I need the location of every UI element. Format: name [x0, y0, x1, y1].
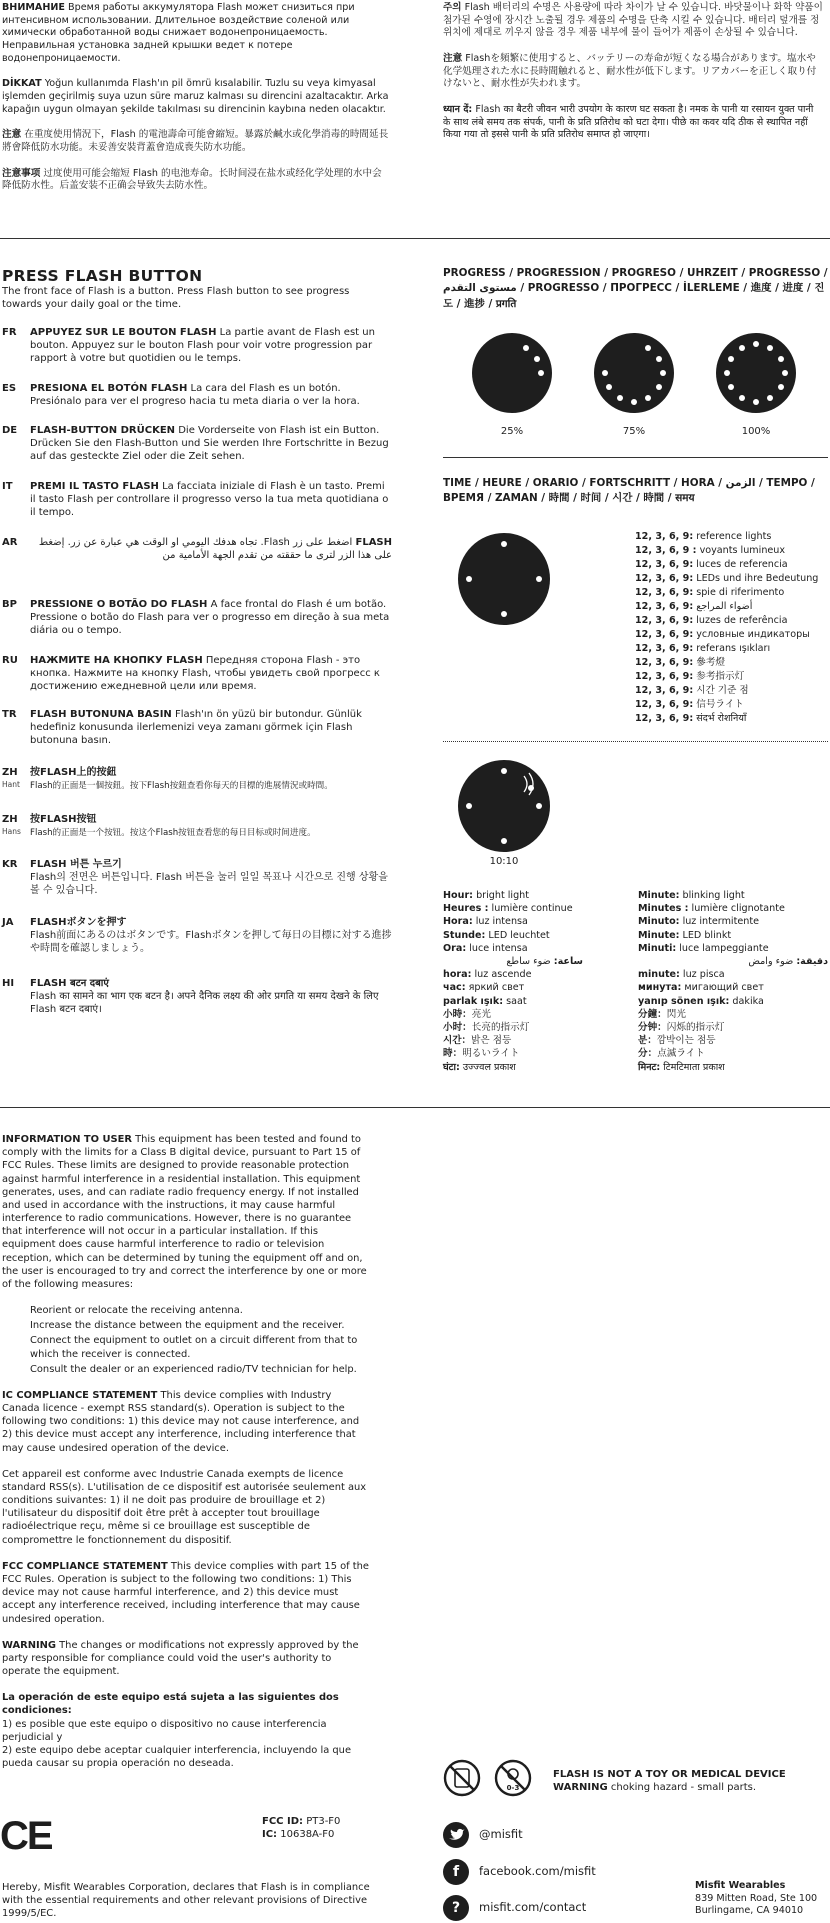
measure-item: Increase the distance between the equipment and the receiver.: [30, 1320, 345, 1332]
progress-light: [778, 384, 784, 390]
ref-item: 12, 3, 6, 9: условные индикаторы: [635, 629, 810, 640]
help-icon: ?: [443, 1895, 469, 1921]
contact-url: misfit.com/contact: [479, 1900, 587, 1914]
twitter-handle: @misfit: [479, 1827, 523, 1841]
warnings-left: [2, 2, 390, 206]
minute-item: минута: мигающий свет: [638, 982, 764, 994]
progress-light: [523, 345, 529, 351]
minute-legend: [638, 889, 828, 1074]
progress-light: [631, 399, 637, 405]
divider-bottom: [0, 1107, 830, 1108]
time-light-6: [501, 838, 507, 844]
measure-item: Consult the dealer or an experienced radio/TV technician for help.: [30, 1363, 357, 1375]
hour-item: 小時：亮光: [443, 1008, 491, 1020]
toy-warning: [553, 1768, 786, 1794]
reference-lights-list: [635, 530, 828, 726]
address-city: Burlingame, CA 94010: [695, 1905, 804, 1916]
time-light-12: [501, 768, 507, 774]
ref-item: 12, 3, 6, 9: 시간 기준 점: [635, 685, 749, 696]
toy-warning-title: FLASH IS NOT A TOY OR MEDICAL DEVICE: [553, 1769, 786, 1780]
warning-tr: DİKKAT Yoğun kullanımda Flash'ın pil ömrü kısalabilir. Tuzlu su veya kimyasal işlemden geçirilmiş suya uzun süre maruz kalması su direncini azaltacaktır. Arka kapağın uygun olmayan şekilde takılması su direncinin kaybına neden olacaktır.: [2, 78, 389, 115]
toy-warning-text: WARNING choking hazard - small parts.: [553, 1782, 757, 1793]
progress-light: [617, 395, 623, 401]
minute-item: دقيقة: ضوء وامض: [748, 956, 828, 968]
ref-item: 12, 3, 6, 9: luzes de referência: [635, 615, 788, 626]
company-address: [695, 1880, 817, 1918]
svg-text:0-3: 0-3: [506, 1784, 520, 1792]
minute-item: 분：깜박이는 점등: [638, 1035, 716, 1047]
progress-light: [656, 384, 662, 390]
fcc-id: FCC ID: PT3-F0: [262, 1816, 341, 1827]
progress-label-75: 75%: [622, 426, 646, 437]
press-intro: The front face of Flash is a button. Press Flash button to see progress towards your daily goal or the time.: [2, 286, 350, 311]
age-warning-icon: [494, 1759, 532, 1797]
declaration: Hereby, Misfit Wearables Corporation, declares that Flash is in compliance with the essential requirements and other relevant provisions of Directive 1999/5/EC.: [2, 1882, 370, 1920]
warning-kr: 주의 Flash 배터리의 수명은 사용량에 따라 차이가 날 수 있습니다. 바닷물이나 화학 약품이 첨가된 수영에 장시간 노출될 경우 제품의 수명을 단축 시킬 수 있습니다. 배터리 덮개를 정위치에 제대로 끼우지 않을 경우 제품 내부에 물이 들어가 제품이 손상될 수 있습니다.: [443, 2, 823, 39]
progress-light: [767, 345, 773, 351]
warning-ja: 注意 Flashを頻繁に使用すると、バッテリーの寿命が短くなる場合があります。塩水や化学処理された水に長時間触れると、耐水性が低下します。リアカバーを正しく取り付けないと、耐水性が失われます。: [443, 52, 817, 90]
ic-statement-fr: Cet appareil est conforme avec Industrie Canada exempts de licence standard RSS(s). L'utilisation de ce dispositif est autorisée seulement aux conditions suivantes: 1) il ne doit pas produire de brouillage et 2) l'utilisateur du dispositif doit être prêt à accepter tout brouillage radioélectrique reçu, même si ce brouillage est susceptible de compromettre le fonctionnement du dispositif.: [2, 1468, 367, 1546]
progress-light: [728, 356, 734, 362]
hour-item: घंटा: उज्ज्वल प्रकाश: [443, 1061, 516, 1073]
facebook-icon: f: [443, 1859, 469, 1885]
measure-item: Connect the equipment to outlet on a circuit different from that to which the receiver is connected.: [30, 1335, 358, 1360]
fcc-info: INFORMATION TO USER This equipment has been tested and found to comply with the limits for a Class B digital device, pursuant to Part 15 of FCC Rules. These limits are designed to provide reasonable protection against harmful interference in a residential installation. This equipment generates, uses, and can radiate radio frequency energy. If not installed and used in accordance with the instructions, it may cause harmful interference to radio communications. However, there is no guarantee that interference will not occur in a particular installation. If this equipment does cause harmful interference to radio or television reception, which can be determined by tuning the equipment off and on, the user is encouraged to try and correct the interference by one or more of the following measures:: [2, 1134, 367, 1290]
fcc-measures: [30, 1304, 370, 1376]
ic-statement: IC COMPLIANCE STATEMENT This device complies with Industry Canada licence - exempt RSS standard(s). Operation is subject to the following two conditions: 1) this device may not cause interference, and 2) this device must accept any interference, including interference that may cause undesired operation of the device.: [2, 1389, 360, 1454]
progress-light: [645, 345, 651, 351]
hour-item: 時：明るいライト: [443, 1048, 520, 1060]
ref-light-9: [466, 576, 472, 582]
time-reference-dial: [458, 533, 550, 625]
hour-item: Heures : lumière continue: [443, 903, 573, 915]
warnings-right: [443, 2, 823, 155]
progress-light: [645, 395, 651, 401]
ref-item: 12, 3, 6, 9: संदर्भ रोशनियाँ: [635, 713, 747, 724]
minute-item: Minutes : lumière clignotante: [638, 903, 785, 915]
time-light-3: [536, 803, 542, 809]
progress-title: PROGRESS / PROGRESSION / PROGRESO / UHRZEIT / PROGRESSO / مستوى التقدم / PROGRESSO / ПРОГРЕСС / İLERLEME / 進度 / 进度 / 진도 / 進捗 / प्रगति: [443, 267, 828, 310]
divider-top: [0, 238, 830, 239]
ref-item: 12, 3, 6, 9 : voyants lumineux: [635, 545, 786, 556]
press-title: PRESS FLASH BUTTON: [2, 267, 203, 285]
minute-item: minute: luz pisca: [638, 969, 725, 981]
progress-label-25: 25%: [500, 426, 524, 437]
progress-dial-100: [716, 333, 796, 413]
progress-dial-25: [472, 333, 552, 413]
warning-zh-hant: 注意 在重度使用情況下，Flash 的電池壽命可能會縮短。暴露於鹹水或化學消毒的時間延長將會降低防水功能。未妥善安裝背蓋會造成喪失防水功能。: [2, 129, 389, 153]
ref-item: 12, 3, 6, 9: 參考燈: [635, 657, 726, 668]
ref-item: 12, 3, 6, 9: reference lights: [635, 531, 772, 542]
time-title: TIME / HEURE / ORARIO / FORTSCHRITT / HORA / الزمن / TEMPO / ВРЕМЯ / ZAMAN / 時間 / 时间 / 시간 / 時間 / समय: [443, 477, 815, 505]
progress-light: [739, 395, 745, 401]
progress-light: [534, 356, 540, 362]
hour-item: Hora: luz intensa: [443, 916, 528, 928]
minute-item: 分鐘：閃光: [638, 1008, 686, 1020]
hour-item: час: яркий свет: [443, 982, 525, 994]
ref-item: 12, 3, 6, 9: luces de referencia: [635, 559, 788, 570]
ref-item: 12, 3, 6, 9: LEDs und ihre Bedeutung: [635, 573, 819, 584]
es-notice: La operación de este equipo está sujeta a las siguientes dos condiciones: 1) es posible que este equipo o dispositivo no cause interferencia perjudicial y 2) este equipo debe aceptar cualquier interferencia, incluyendo la que pueda causar su propia operación no deseada.: [2, 1692, 352, 1770]
time-example-label: 10:10: [489, 856, 519, 867]
measure-item: Reorient or relocate the receiving antenna.: [30, 1305, 243, 1317]
fcc-statement: FCC COMPLIANCE STATEMENT This device complies with part 15 of the FCC Rules. Operation is subject to the following two conditions: 1) This device may not cause harmful interference, and 2) this device must accept any interference received, including interference that may cause undesired operation.: [2, 1560, 369, 1625]
warning-ru: ВНИМАНИЕ Время работы аккумулятора Flash может снизиться при интенсивном использовании. Длительное воздействие соленой или химически обработанной воды снижает водонепроницаемость. Неправильная установка задней крышки ведет к потере водонепроницаемости.: [2, 2, 355, 64]
hour-item: parlak ışık: saat: [443, 995, 527, 1007]
dotted-divider-time: [443, 741, 828, 742]
hour-item: Ora: luce intensa: [443, 942, 528, 954]
no-toy-icon: [443, 1759, 481, 1797]
progress-light: [753, 341, 759, 347]
blink-indicator-icon: [520, 770, 540, 798]
progress-light: [602, 370, 608, 376]
ref-item: 12, 3, 6, 9: referans ışıkları: [635, 643, 771, 654]
minute-item: Minuto: luz intermitente: [638, 916, 760, 928]
progress-light: [538, 370, 544, 376]
ref-light-3: [536, 576, 542, 582]
warning-statement: WARNING The changes or modifications not expressly approved by the party responsible for compliance could void the user's authority to operate the equipment.: [2, 1639, 359, 1678]
certification-ids: [262, 1815, 340, 1841]
minute-item: 分钟：闪烁的指示灯: [638, 1022, 725, 1034]
regulatory-text: [2, 1133, 370, 1783]
ref-item: 12, 3, 6, 9: أضواء المراجع: [635, 601, 753, 612]
ref-item: 12, 3, 6, 9: spie di riferimento: [635, 587, 785, 598]
minute-item: Minuti: luce lampeggiante: [638, 942, 769, 954]
ref-light-12: [501, 541, 507, 547]
progress-light: [753, 399, 759, 405]
hour-item: 小时：长亮的指示灯: [443, 1022, 530, 1034]
ref-light-6: [501, 611, 507, 617]
minute-item: 分：点滅ライト: [638, 1048, 705, 1060]
ref-item: 12, 3, 6, 9: 参考指示灯: [635, 671, 745, 682]
ic-id: IC: 10638A-F0: [262, 1829, 335, 1840]
ce-mark-logo: CE: [0, 1814, 52, 1858]
progress-light: [728, 384, 734, 390]
ref-item: 12, 3, 6, 9: 信号ライト: [635, 699, 744, 710]
progress-light: [739, 345, 745, 351]
warning-zh-hans: 注意事项 过度使用可能会缩短 Flash 的电池寿命。长时间浸在盐水或经化学处理的水中会降低防水性。后盖安装不正确会导致失去防水性。: [2, 167, 382, 192]
minute-item: Minute: blinking light: [638, 890, 745, 901]
hour-legend: [443, 889, 628, 1074]
twitter-icon: [443, 1822, 469, 1848]
hour-item: Stunde: LED leuchtet: [443, 929, 550, 941]
progress-label-100: 100%: [741, 426, 771, 437]
time-light-9: [466, 803, 472, 809]
progress-light: [660, 370, 666, 376]
minute-item: Minute: LED blinkt: [638, 929, 732, 941]
hour-item: 시간：밝은 점등: [443, 1035, 512, 1047]
progress-light: [724, 370, 730, 376]
progress-light: [606, 384, 612, 390]
progress-light: [767, 395, 773, 401]
progress-light: [656, 356, 662, 362]
warning-hi: ध्यान दें: Flash का बैटरी जीवन भारी उपयोग के कारण घट सकता है। नमक के पानी या रसायन युक्त पानी के साथ लंबे समय तक संपर्क, पानी के प्रति प्रतिरोध को घटा देगा। पीछे का कवर यदि ठीक से स्थापित नहीं किया गया तो इससे पानी के प्रति प्रतिरोध समाप्त हो जाएगा।: [443, 103, 814, 141]
progress-light: [782, 370, 788, 376]
company-name: Misfit Wearables: [695, 1880, 786, 1891]
address-street: 839 Mitten Road, Ste 100: [695, 1892, 818, 1904]
time-example-dial: [458, 760, 550, 852]
hour-item: hora: luz ascende: [443, 969, 532, 981]
progress-light: [778, 356, 784, 362]
progress-dial-75: [594, 333, 674, 413]
hour-item: ساعة: ضوء ساطع: [506, 956, 583, 968]
divider-progress: [443, 457, 828, 458]
hour-item: Hour: bright light: [443, 890, 530, 901]
minute-item: yanıp sönen ışık: dakika: [638, 995, 764, 1007]
minute-item: मिनट: टिमटिमाता प्रकाश: [638, 1061, 725, 1073]
facebook-url: facebook.com/misfit: [479, 1864, 596, 1878]
